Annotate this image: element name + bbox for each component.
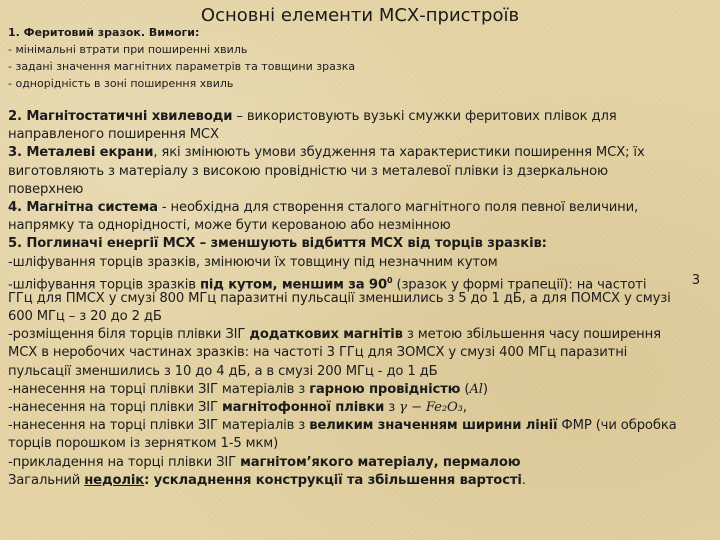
- bullet-5-bold: магнітофонної плівки: [221, 400, 385, 415]
- bullet-4: [8, 381, 712, 399]
- bullet-6-text: -нанесення на торці плівки ЗІГ матеріалів з: [8, 418, 310, 434]
- conclusion-bold: : ускладнення конструкції та збільшення вартості: [144, 472, 522, 488]
- bullet-5-text: -нанесення на торці плівки ЗІГ: [8, 400, 222, 415]
- section-4-title: 4. Магнітна система: [8, 199, 158, 215]
- section-4-line: [8, 199, 712, 217]
- conclusion-text: Загальний: [8, 472, 85, 488]
- conclusion-underlined: недолік: [84, 472, 145, 488]
- bullet-7-bold: магнітом’якого матеріалу, пермалою: [240, 454, 521, 470]
- bullet-3-line: пульсації зменшились з 10 до 4 дБ, а в смузі 200 МГц - до 1 дБ: [8, 363, 438, 379]
- section-4-text: - необхідна для створення сталого магнітного поля певної величини,: [157, 199, 639, 215]
- content-block: [8, 108, 712, 490]
- bullet-3-text: -розміщення біля торців плівки ЗІГ: [8, 327, 250, 343]
- bullet-1: -шліфування торців зразків, змінюючи їх товщину під незначним кутом: [8, 254, 498, 270]
- intro-heading: 1. Феритовий зразок. Вимоги:: [8, 26, 200, 39]
- bullet-3: [8, 326, 712, 344]
- bullet-6: [8, 417, 712, 435]
- bullet-4-symbol: Al: [469, 381, 483, 397]
- section-3-line: [8, 144, 712, 162]
- bullet-7: [8, 454, 712, 472]
- bullet-5-formula: γ − Fe₂O₃: [399, 400, 463, 415]
- section-5-title: 5. Поглиначі енергії МСХ – зменшують відбиття МСХ від торців зразків:: [8, 236, 547, 252]
- bullet-2-text: (зразок у формі трапеції): на частоті: [392, 277, 647, 293]
- section-3-line: виготовляють з матеріалу з високою провідністю чи з металевої плівки із дзеркальною: [8, 163, 608, 179]
- bullet-6-line: торців порошком із зернятком 1-5 мкм): [8, 436, 279, 452]
- bullet-3-bold: додаткових магнітів: [249, 327, 403, 343]
- conclusion-line: [8, 472, 712, 490]
- bullet-6-bold: великим значенням ширини лінії: [309, 418, 558, 434]
- section-2-line: направленого поширення МСХ: [8, 127, 219, 143]
- bullet-2-bold: під кутом, меншим за 90: [199, 277, 387, 293]
- bullet-2-superscript: 0: [386, 275, 393, 285]
- bullet-2-text: -шліфування торців зразків: [8, 277, 200, 293]
- section-2-text: – використовують вузькі смужки феритових плівок для: [232, 109, 617, 124]
- bullet-5-text: ,: [462, 400, 467, 415]
- bullet-5: [8, 399, 712, 417]
- intro-block: [8, 24, 448, 92]
- slide-title: Основні елементи МСХ-пристроїв: [200, 5, 520, 26]
- bullet-3-line: МСХ в неробочих частинах зразків: на частоті 3 ГГц для ЗОМСХ у смузі 400 МГц паразитні: [8, 345, 628, 361]
- section-2-line: [8, 108, 712, 126]
- bullet-6-text: ФМР (чи обробка: [557, 418, 677, 434]
- bullet-2-line: 600 МГц – з 20 до 2 дБ: [8, 309, 162, 325]
- bullet-2: [8, 272, 712, 293]
- intro-item: - мінімальні втрати при поширенні хвиль: [8, 43, 248, 56]
- intro-item: - задані значення магнітних параметрів та товщини зразка: [8, 60, 356, 73]
- bullet-4-paren: ): [482, 381, 488, 397]
- bullet-3-text: з метою збільшення часу поширення: [402, 327, 661, 343]
- bullet-5-text: з: [384, 400, 400, 415]
- section-3-title: 3. Металеві екрани: [8, 145, 154, 161]
- section-3-text: , які змінюють умови збудження та характеристики поширення МСХ; їх: [153, 145, 645, 161]
- bullet-2-number: 3: [691, 272, 700, 288]
- bullet-4-bold: гарною провідністю: [309, 381, 461, 397]
- section-3-line: поверхнею: [8, 181, 84, 197]
- bullet-4-text: -нанесення на торці плівки ЗІГ матеріалів з: [8, 381, 310, 397]
- bullet-7-text: -прикладення на торці плівки ЗІГ: [8, 454, 241, 470]
- section-2-title: 2. Магнітостатичні хвилеводи: [8, 109, 233, 124]
- bullet-4-paren: (: [460, 381, 470, 397]
- bullet-2-line: ГГц для ПМСХ у смузі 800 МГц паразитні пульсації зменшились з 5 до 1 дБ, а для ПОМСХ у смузі: [8, 290, 671, 306]
- section-4-line: напрямку та однорідності, може бути керованою або незмінною: [8, 218, 451, 234]
- intro-item: - однорідність в зоні поширення хвиль: [8, 77, 234, 90]
- conclusion-text: .: [521, 472, 526, 488]
